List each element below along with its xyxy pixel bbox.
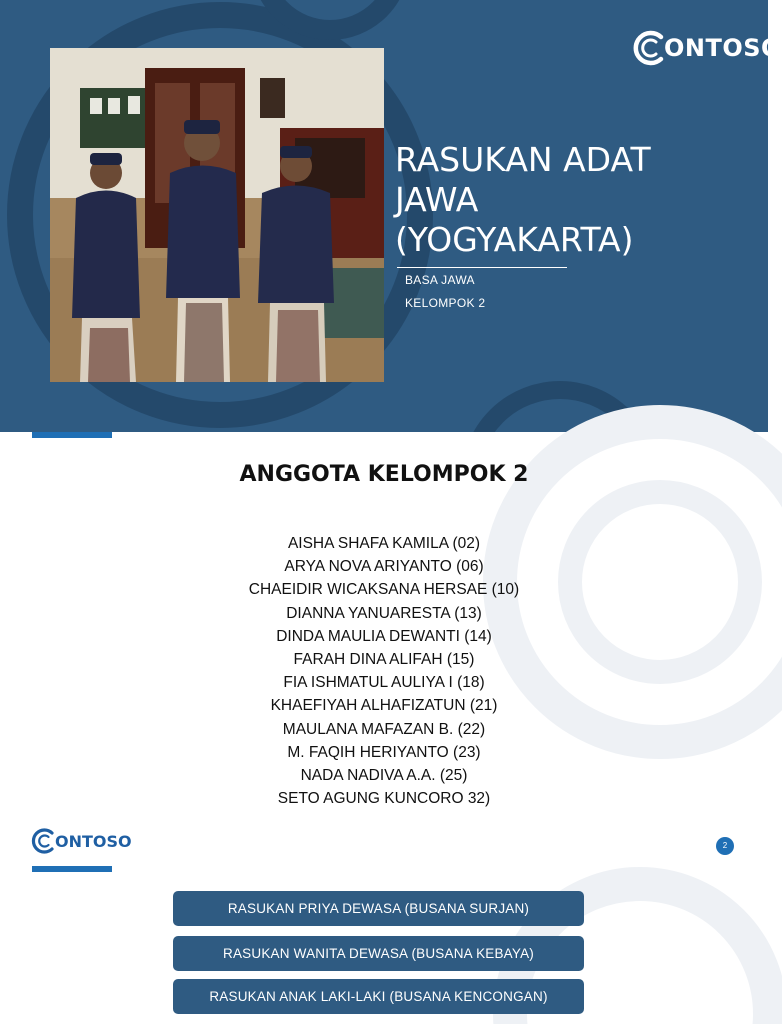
group-subtitle: KELOMPOK 2 (405, 296, 486, 310)
members-slide (0, 432, 768, 864)
topic-button-kebaya[interactable]: RASUKAN WANITA DEWASA (BUSANA KEBAYA) (173, 936, 584, 971)
slide-title (395, 140, 725, 260)
title-slide (0, 0, 782, 432)
title-line: JAWA (395, 180, 479, 219)
page-number-badge: 2 (716, 837, 734, 855)
list-item: FIA ISHMATUL AULIYA I (18) (283, 674, 485, 692)
topic-button-surjan[interactable]: RASUKAN PRIYA DEWASA (BUSANA SURJAN) (173, 891, 584, 926)
contoso-logo (634, 28, 782, 68)
traditional-attire-photo (50, 48, 384, 382)
list-item: DIANNA YANUARESTA (13) (286, 604, 482, 622)
title-divider (397, 267, 567, 268)
contoso-c-icon (634, 28, 668, 68)
list-item: FARAH DINA ALIFAH (15) (293, 651, 475, 669)
logo-text: ONTOSO (664, 34, 782, 62)
list-item: SETO AGUNG KUNCORO 32) (277, 790, 491, 808)
topic-button-kencongan[interactable]: RASUKAN ANAK LAKI-LAKI (BUSANA KENCONGAN) (173, 979, 584, 1014)
members-title: ANGGOTA KELOMPOK 2 (239, 462, 529, 487)
subject-subtitle: BASA JAWA (405, 273, 475, 287)
list-item: KHAEFIYAH ALHAFIZATUN (21) (270, 697, 498, 715)
contoso-logo (32, 827, 132, 855)
list-item: M. FAQIH HERIYANTO (23) (287, 743, 481, 761)
list-item: NADA NADIVA A.A. (25) (300, 767, 468, 785)
men-in-javanese-attire-image (50, 48, 384, 382)
list-item: MAULANA MAFAZAN B. (22) (282, 720, 486, 738)
accent-bar (32, 866, 112, 872)
members-list (0, 532, 768, 810)
list-item: CHAEIDIR WICAKSANA HERSAE (10) (248, 581, 520, 599)
title-line: (YOGYAKARTA) (395, 220, 634, 259)
accent-bar (32, 432, 112, 438)
logo-text: ONTOSO (55, 831, 132, 851)
list-item: ARYA NOVA ARIYANTO (06) (284, 558, 484, 576)
topics-slide (0, 864, 768, 1024)
title-line: RASUKAN ADAT (395, 140, 651, 179)
list-item: DINDA MAULIA DEWANTI (14) (276, 627, 492, 645)
list-item: AISHA SHAFA KAMILA (02) (287, 535, 481, 552)
